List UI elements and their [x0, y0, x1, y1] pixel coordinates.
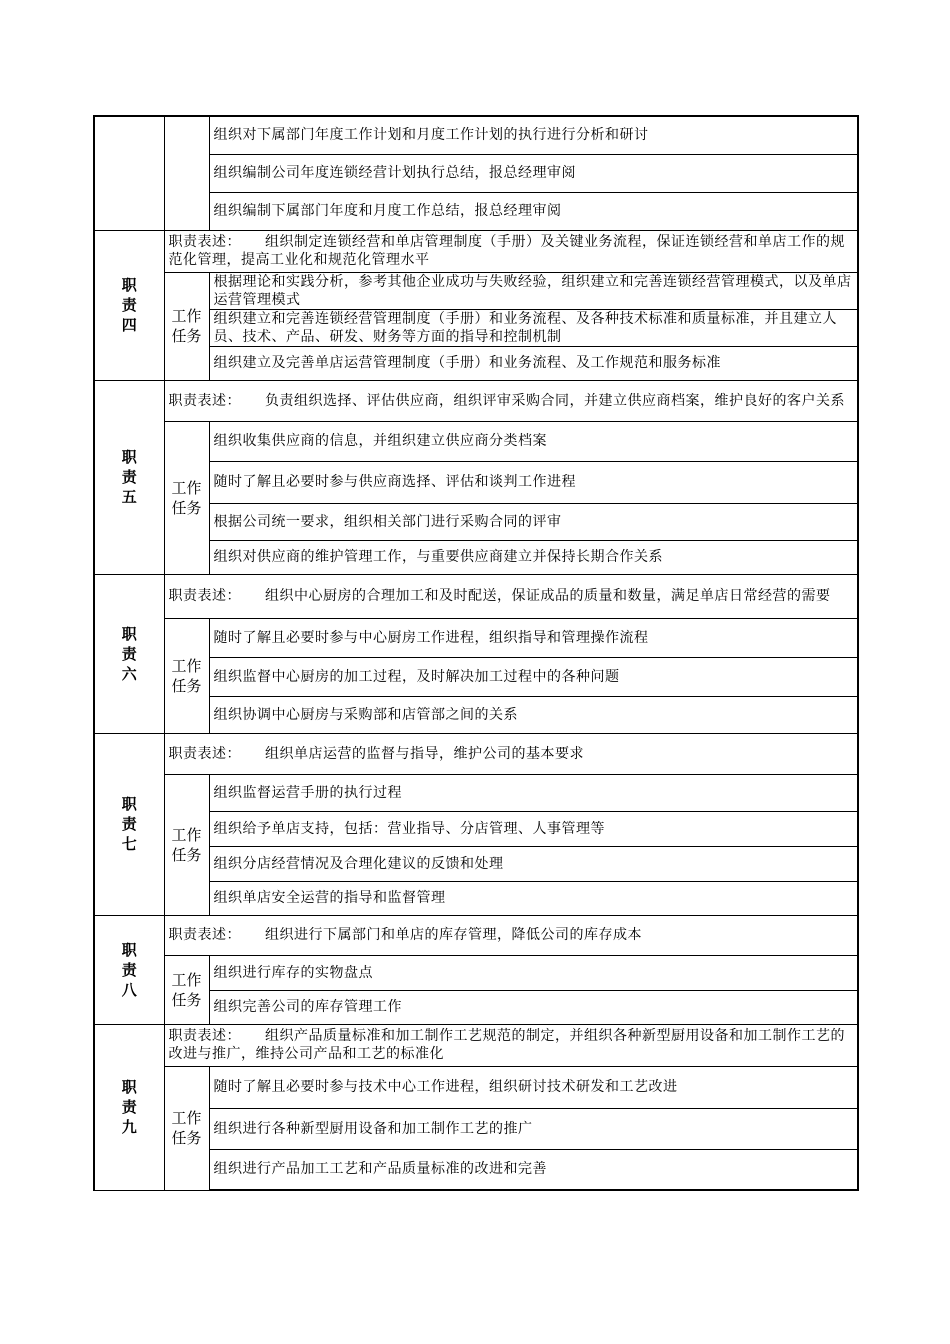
duty-task: 组织收集供应商的信息，并组织建立供应商分类档案 [209, 421, 858, 461]
duty-task-row [94, 272, 858, 309]
duty-title-char: 责 [121, 815, 137, 833]
duty-task-row [94, 846, 858, 881]
duty-desc-row [94, 574, 858, 618]
continuation-task: 组织对下属部门年度工作计划和月度工作计划的执行进行分析和研讨 [209, 116, 858, 154]
work-task-label [164, 272, 209, 380]
duty-title [94, 574, 164, 733]
continuation-row [94, 154, 858, 192]
work-task-label-line: 任务 [171, 845, 202, 864]
work-task-label-line: 工作 [171, 307, 202, 325]
duty-task-row [94, 461, 858, 503]
duty-task: 组织建立和完善连锁经营管理制度（手册）和业务流程、及各种技术标准和质量标准，并且建立人员、技术、产品、研发、财务等方面的指导和控制机制 [209, 309, 858, 346]
duty-description-label: 职责表述： [168, 1028, 241, 1044]
duty-title-char: 责 [121, 960, 137, 979]
work-task-label-line: 任务 [171, 1129, 202, 1147]
duty-description-label: 职责表述： [168, 234, 241, 250]
duty-title-char: 九 [121, 1118, 137, 1136]
duty-title-char: 职 [121, 624, 137, 643]
duty-task-row [94, 696, 858, 733]
continuation-work-cell [164, 116, 209, 230]
duty-title [94, 915, 164, 1024]
duty-title-char: 五 [121, 488, 137, 506]
duty-task-row [94, 618, 858, 657]
duty-task: 根据理论和实践分析，参考其他企业成功与失败经验，组织建立和完善连锁经营管理模式，以及单店运营管理模式 [209, 272, 858, 309]
duty-description-text: 组织制定连锁经营和单店管理制度（手册）及关键业务流程，保证连锁经营和单店工作的规范化管理，提高工业化和规范化管理水平 [168, 234, 845, 268]
work-task-label-line: 工作 [171, 656, 202, 675]
continuation-row [94, 192, 858, 230]
duty-task: 组织完善公司的库存管理工作 [209, 990, 858, 1024]
duty-task-row [94, 990, 858, 1024]
duty-description-label: 职责表述： [168, 745, 241, 762]
duty-task-row [94, 1108, 858, 1149]
duty-description-text: 组织产品质量标准和加工制作工艺规范的制定，并组织各种新型厨用设备和加工制作工艺的改进与推广，维持公司产品和工艺的标准化 [168, 1028, 845, 1062]
duty-task: 组织进行各种新型厨用设备和加工制作工艺的推广 [209, 1108, 858, 1149]
duty-description-cell [164, 1024, 858, 1066]
duty-table [93, 115, 859, 1191]
duty-title-char: 职 [121, 448, 137, 466]
work-task-label-line: 工作 [171, 478, 202, 497]
duty-description-text: 组织中心厨房的合理加工和及时配送，保证成品的质量和数量，满足单店日常经营的需要 [265, 588, 831, 604]
duty-task: 组织单店安全运营的指导和监督管理 [209, 881, 858, 915]
duty-table-document [93, 115, 857, 1191]
duty-description-label: 职责表述： [168, 927, 241, 943]
continuation-row [94, 116, 858, 154]
duty-title-char: 职 [121, 276, 137, 294]
duty-title-char: 责 [121, 644, 137, 663]
duty-task-row [94, 421, 858, 461]
duty-task-row [94, 955, 858, 990]
duty-title-char: 七 [121, 835, 137, 853]
duty-title-char: 八 [121, 980, 137, 999]
work-task-label-line: 任务 [171, 676, 202, 695]
duty-task-row [94, 309, 858, 346]
duty-description-label: 职责表述： [168, 392, 241, 409]
work-task-label-line: 工作 [171, 970, 202, 989]
duty-task: 组织进行产品加工工艺和产品质量标准的改进和完善 [209, 1149, 858, 1190]
work-task-label [164, 618, 209, 733]
duty-task-row [94, 774, 858, 811]
duty-description-text: 负责组织选择、评估供应商，组织评审采购合同，并建立供应商档案，维护良好的客户关系 [265, 392, 845, 409]
continuation-task: 组织编制下属部门年度和月度工作总结，报总经理审阅 [209, 192, 858, 230]
duty-title-char: 四 [121, 316, 137, 334]
duty-title-char: 责 [121, 468, 137, 486]
duty-task-row [94, 346, 858, 380]
duty-title [94, 380, 164, 574]
duty-description-cell [164, 574, 858, 618]
duty-description-text: 组织单店运营的监督与指导，维护公司的基本要求 [265, 745, 584, 762]
work-task-label-line: 任务 [171, 498, 202, 517]
duty-task-row [94, 657, 858, 696]
duty-task: 组织协调中心厨房与采购部和店管部之间的关系 [209, 696, 858, 733]
work-task-label-line: 任务 [171, 990, 202, 1009]
duty-task: 随时了解且必要时参与中心厨房工作进程，组织指导和管理操作流程 [209, 618, 858, 657]
duty-task: 组织分店经营情况及合理化建议的反馈和处理 [209, 846, 858, 881]
duty-task: 组织监督运营手册的执行过程 [209, 774, 858, 811]
duty-table-body [94, 116, 858, 1190]
duty-description-cell [164, 733, 858, 774]
work-task-label-line: 工作 [171, 1109, 202, 1127]
duty-task-row [94, 811, 858, 846]
duty-title [94, 733, 164, 915]
continuation-task: 组织编制公司年度连锁经营计划执行总结，报总经理审阅 [209, 154, 858, 192]
duty-title-char: 职 [121, 1078, 137, 1096]
duty-task: 组织进行库存的实物盘点 [209, 955, 858, 990]
duty-description-cell [164, 230, 858, 272]
duty-task: 根据公司统一要求，组织相关部门进行采购合同的评审 [209, 503, 858, 540]
work-task-label [164, 421, 209, 574]
duty-title-char: 职 [121, 940, 137, 959]
duty-desc-row [94, 380, 858, 421]
work-task-label [164, 774, 209, 915]
work-task-label [164, 955, 209, 1024]
duty-desc-row [94, 733, 858, 774]
duty-title-char: 六 [121, 664, 137, 683]
duty-title-char: 责 [121, 296, 137, 314]
duty-task-row [94, 1149, 858, 1190]
duty-task-row [94, 503, 858, 540]
duty-description-text: 组织进行下属部门和单店的库存管理，降低公司的库存成本 [265, 927, 642, 943]
duty-task: 随时了解且必要时参与供应商选择、评估和谈判工作进程 [209, 461, 858, 503]
duty-task-row [94, 1066, 858, 1108]
duty-desc-row [94, 230, 858, 272]
duty-title-char: 责 [121, 1098, 137, 1116]
work-task-label [164, 1066, 209, 1190]
duty-task: 组织建立及完善单店运营管理制度（手册）和业务流程、及工作规范和服务标准 [209, 346, 858, 380]
duty-title [94, 1024, 164, 1190]
duty-description-cell [164, 380, 858, 421]
duty-title-char: 职 [121, 795, 137, 813]
work-task-label-line: 任务 [171, 327, 202, 345]
work-task-label-line: 工作 [171, 825, 202, 844]
duty-title [94, 230, 164, 380]
duty-task-row [94, 881, 858, 915]
duty-description-cell [164, 915, 858, 955]
duty-task: 组织监督中心厨房的加工过程，及时解决加工过程中的各种问题 [209, 657, 858, 696]
continuation-label-cell [94, 116, 164, 230]
duty-description-label: 职责表述： [168, 588, 241, 604]
duty-task: 组织对供应商的维护管理工作，与重要供应商建立并保持长期合作关系 [209, 540, 858, 574]
duty-task: 组织给予单店支持，包括：营业指导、分店管理、人事管理等 [209, 811, 858, 846]
duty-desc-row [94, 915, 858, 955]
duty-desc-row [94, 1024, 858, 1066]
duty-task: 随时了解且必要时参与技术中心工作进程，组织研讨技术研发和工艺改进 [209, 1066, 858, 1108]
duty-task-row [94, 540, 858, 574]
